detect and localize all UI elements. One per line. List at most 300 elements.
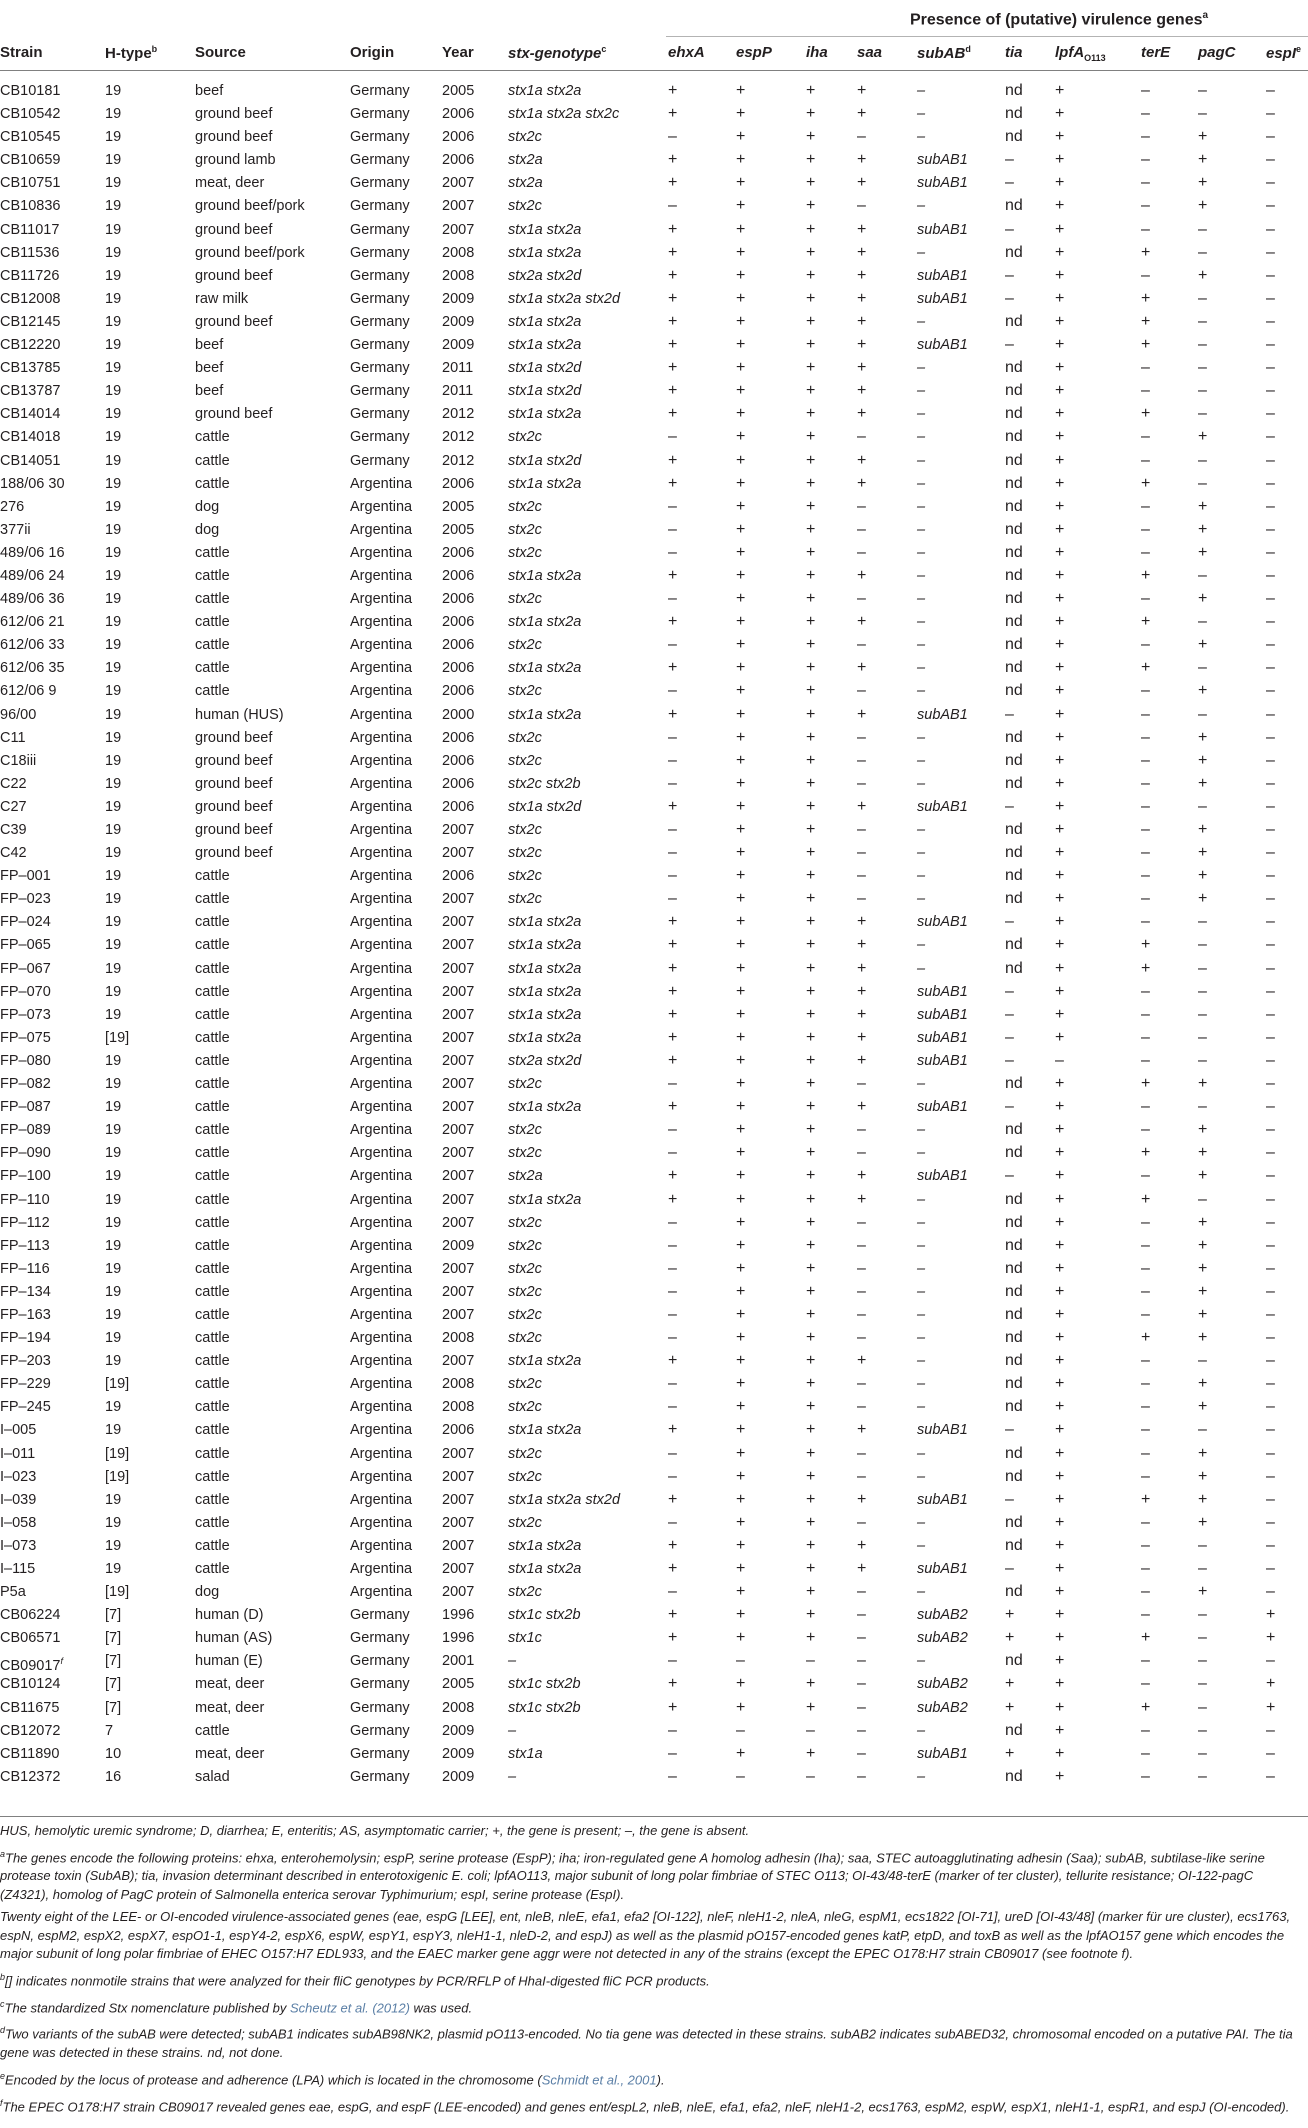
cell-tia: + xyxy=(1005,1629,1015,1647)
table-row xyxy=(0,1260,1308,1283)
cell-ehxa: + xyxy=(668,959,678,977)
cell-saa: – xyxy=(857,890,866,908)
cell-source: cattle xyxy=(195,1422,230,1439)
table-row xyxy=(0,1537,1308,1560)
cell-saa: – xyxy=(857,1236,866,1254)
cell-origin: Argentina xyxy=(350,960,413,977)
cell-pagc: – xyxy=(1198,1560,1207,1577)
cell-pagc: + xyxy=(1198,174,1208,192)
cell-htype: 19 xyxy=(105,1214,122,1231)
cell-pagc: + xyxy=(1198,1375,1208,1393)
cell-source: cattle xyxy=(195,591,230,608)
cell-subab: – xyxy=(917,868,926,885)
cell-ehxa: + xyxy=(668,1490,678,1508)
cell-iha: + xyxy=(806,1421,816,1439)
cell-source: cattle xyxy=(195,1283,230,1300)
cell-origin: Argentina xyxy=(350,683,413,700)
cell-tia: nd xyxy=(1005,751,1023,769)
cell-espp: + xyxy=(736,336,746,354)
cell-stx-genotype: stx1a stx2a stx2d xyxy=(508,290,621,307)
cell-lpfa: + xyxy=(1055,1490,1065,1508)
cell-origin: Argentina xyxy=(350,1376,413,1393)
cell-strain: I–023 xyxy=(0,1468,37,1485)
cell-stx-genotype: stx1a stx2d xyxy=(508,383,582,400)
cell-iha: + xyxy=(806,336,816,354)
cell-strain: FP–087 xyxy=(0,1099,51,1116)
cell-origin: Argentina xyxy=(350,1330,413,1347)
cell-htype: [19] xyxy=(105,1029,130,1046)
cell-lpfa: + xyxy=(1055,982,1065,1000)
cell-source: cattle xyxy=(195,475,230,492)
cell-origin: Argentina xyxy=(350,752,413,769)
cell-origin: Argentina xyxy=(350,706,413,723)
reference-link-schmidt[interactable]: Schmidt et al., 2001 xyxy=(541,2072,657,2088)
cell-espi: – xyxy=(1266,659,1275,677)
cell-stx-genotype: stx2c xyxy=(508,129,542,146)
cell-origin: Argentina xyxy=(350,521,413,538)
cell-stx-genotype: stx2c xyxy=(508,683,542,700)
cell-pagc: – xyxy=(1198,220,1207,238)
cell-iha: + xyxy=(806,1282,816,1300)
cell-tere: – xyxy=(1141,844,1150,862)
cell-ehxa: + xyxy=(668,243,678,261)
cell-tia: nd xyxy=(1005,1121,1023,1139)
cell-htype: 19 xyxy=(105,406,122,423)
cell-stx-genotype: stx2c xyxy=(508,1399,542,1416)
cell-saa: + xyxy=(857,797,867,815)
cell-iha: + xyxy=(806,636,816,654)
table-row xyxy=(0,567,1308,590)
cell-saa: – xyxy=(857,1583,866,1601)
cell-iha: + xyxy=(806,289,816,307)
cell-subab: – xyxy=(917,129,926,146)
cell-stx-genotype: stx1a stx2a xyxy=(508,660,582,677)
cell-htype: [19] xyxy=(105,1468,130,1485)
cell-source: cattle xyxy=(195,891,230,908)
cell-tere: – xyxy=(1141,1305,1150,1323)
cell-saa: – xyxy=(857,497,866,515)
cell-saa: – xyxy=(857,1075,866,1093)
cell-strain: CB13787 xyxy=(0,383,61,400)
cell-tia: – xyxy=(1005,1098,1014,1116)
cell-subab: subAB1 xyxy=(917,706,968,723)
cell-pagc: + xyxy=(1198,1213,1208,1231)
cell-espi: – xyxy=(1266,1213,1275,1231)
cell-lpfa: + xyxy=(1055,128,1065,146)
cell-strain: FP–067 xyxy=(0,960,51,977)
cell-origin: Germany xyxy=(350,383,410,400)
footnote-c: $^c$The standardized Stx nomenclature published by Scheutz et al. (2012) was used. xyxy=(0,1998,473,2015)
cell-espp: + xyxy=(736,1305,746,1323)
cell-tere: – xyxy=(1141,1652,1150,1670)
cell-pagc: – xyxy=(1198,1028,1207,1046)
cell-iha: + xyxy=(806,1513,816,1531)
cell-subab: – xyxy=(917,498,926,515)
cell-strain: I–073 xyxy=(0,1537,37,1554)
cell-pagc: – xyxy=(1198,936,1207,954)
cell-iha: + xyxy=(806,728,816,746)
cell-source: cattle xyxy=(195,1006,230,1023)
table-row xyxy=(0,428,1308,451)
header-rule xyxy=(0,70,1308,71)
cell-subab: – xyxy=(917,637,926,654)
cell-strain: CB13785 xyxy=(0,360,61,377)
cell-strain: 276 xyxy=(0,498,25,515)
cell-stx-genotype: stx2c xyxy=(508,591,542,608)
cell-espi: – xyxy=(1266,428,1275,446)
cell-stx-genotype: stx2c xyxy=(508,1330,542,1347)
cell-saa: + xyxy=(857,312,867,330)
cell-iha: + xyxy=(806,1606,816,1624)
cell-lpfa: + xyxy=(1055,1098,1065,1116)
cell-lpfa: + xyxy=(1055,1767,1065,1785)
table-row xyxy=(0,290,1308,313)
cell-tere: + xyxy=(1141,959,1151,977)
cell-htype: 19 xyxy=(105,1561,122,1577)
cell-htype: 19 xyxy=(105,1353,122,1370)
table-row xyxy=(0,475,1308,498)
cell-espi: – xyxy=(1266,1744,1275,1762)
cell-saa: – xyxy=(857,682,866,700)
cell-source: ground beef xyxy=(195,752,273,769)
cell-year: 2008 xyxy=(442,267,475,284)
cell-iha: + xyxy=(806,936,816,954)
cell-tia: + xyxy=(1005,1675,1015,1693)
cell-subab: subAB1 xyxy=(917,1006,968,1023)
table-row xyxy=(0,1560,1308,1583)
cell-strain: CB11536 xyxy=(0,244,60,261)
cell-origin: Germany xyxy=(350,152,410,169)
cell-strain: CB10181 xyxy=(0,83,61,99)
cell-lpfa: + xyxy=(1055,1652,1065,1670)
cell-espi: – xyxy=(1266,959,1275,977)
cell-stx-genotype: stx2c xyxy=(508,1584,542,1601)
cell-saa: – xyxy=(857,1444,866,1462)
cell-tia: nd xyxy=(1005,382,1023,400)
cell-espi: – xyxy=(1266,289,1275,307)
cell-source: beef xyxy=(195,383,224,400)
cell-saa: – xyxy=(857,774,866,792)
cell-origin: Germany xyxy=(350,1607,410,1624)
cell-tere: – xyxy=(1141,543,1150,561)
cell-pagc: – xyxy=(1198,1767,1207,1785)
cell-espi: – xyxy=(1266,774,1275,792)
cell-tia: nd xyxy=(1005,1375,1023,1393)
cell-stx-genotype: stx2c xyxy=(508,544,542,561)
cell-origin: Germany xyxy=(350,1745,410,1762)
cell-htype: 19 xyxy=(105,475,122,492)
cell-stx-genotype: stx2c xyxy=(508,429,542,446)
cell-saa: + xyxy=(857,1490,867,1508)
cell-source: meat, deer xyxy=(195,1676,265,1693)
cell-iha: + xyxy=(806,1629,816,1647)
cell-strain: CB12220 xyxy=(0,337,61,354)
cell-origin: Argentina xyxy=(350,1191,413,1208)
cell-lpfa: + xyxy=(1055,1167,1065,1185)
cell-lpfa: + xyxy=(1055,751,1065,769)
table-row xyxy=(0,1075,1308,1098)
cell-htype: 19 xyxy=(105,106,122,123)
cell-espi: – xyxy=(1266,705,1275,723)
cell-lpfa: + xyxy=(1055,220,1065,238)
cell-strain: 96/00 xyxy=(0,706,37,723)
cell-htype: 19 xyxy=(105,1514,122,1531)
cell-source: cattle xyxy=(195,1237,230,1254)
cell-subab: – xyxy=(917,960,926,977)
cell-ehxa: + xyxy=(668,1560,678,1577)
footnote-e: $^e$Encoded by the locus of protease and adherence (LPA) which is located in the chromosome (Schmidt et al., 2001). xyxy=(0,2070,665,2088)
cell-pagc: – xyxy=(1198,289,1207,307)
cell-origin: Argentina xyxy=(350,1006,413,1023)
cell-origin: Argentina xyxy=(350,1145,413,1162)
table-row xyxy=(0,960,1308,983)
col-header-subab: subAB$^d$ xyxy=(917,44,971,62)
table-row xyxy=(0,1237,1308,1260)
cell-ehxa: + xyxy=(668,82,678,99)
cell-ehxa: + xyxy=(668,474,678,492)
cell-iha: + xyxy=(806,451,816,469)
cell-htype: 19 xyxy=(105,1306,122,1323)
cell-stx-genotype: stx2c xyxy=(508,1376,542,1393)
cell-source: cattle xyxy=(195,1491,230,1508)
cell-stx-genotype: stx1a stx2a stx2d xyxy=(508,1491,621,1508)
col-header-tia: tia xyxy=(1005,44,1023,61)
cell-lpfa: + xyxy=(1055,1028,1065,1046)
cell-origin: Germany xyxy=(350,1699,410,1716)
cell-origin: Germany xyxy=(350,1722,410,1739)
cell-lpfa: + xyxy=(1055,105,1065,123)
cell-stx-genotype: stx1a stx2a xyxy=(508,1422,582,1439)
cell-source: dog xyxy=(195,498,220,515)
cell-ehxa: – xyxy=(668,1744,677,1762)
col-header-htype: H-type$^b$ xyxy=(105,44,158,62)
col-header-strain: Strain xyxy=(0,44,43,61)
cell-espp: + xyxy=(736,821,746,838)
cell-subab: subAB1 xyxy=(917,175,968,192)
cell-espp: + xyxy=(736,1005,746,1023)
cell-year: 2000 xyxy=(442,706,475,723)
table-row xyxy=(0,452,1308,475)
cell-strain: 489/06 24 xyxy=(0,567,65,584)
reference-link-scheutz[interactable]: Scheutz et al. (2012) xyxy=(289,1999,410,2015)
cell-tere: + xyxy=(1141,289,1151,307)
cell-htype: [7] xyxy=(105,1699,122,1716)
cell-ehxa: – xyxy=(668,1721,677,1739)
cell-tere: – xyxy=(1141,1375,1150,1393)
cell-saa: + xyxy=(857,659,867,677)
table-row xyxy=(0,1029,1308,1052)
table-row xyxy=(0,1144,1308,1167)
cell-espi: – xyxy=(1266,797,1275,815)
cell-pagc: – xyxy=(1198,705,1207,723)
cell-pagc: + xyxy=(1198,1075,1208,1093)
cell-htype: 19 xyxy=(105,83,122,99)
cell-htype: 19 xyxy=(105,1168,122,1185)
cell-tia: nd xyxy=(1005,566,1023,584)
cell-iha: + xyxy=(806,497,816,515)
cell-year: 2007 xyxy=(442,822,475,838)
footnote-f: $^f$The EPEC O178:H7 strain CB09017 revealed genes eae, espG, and espF (LEE-encoded) and genes ent/espL2, nleB, nleE, efa1, efa2, nleF, nleH1-2, ecs1763, espM2, espW, espX1, nleH1-1, espR1, and espJ (OI-encoded). xyxy=(0,2097,1290,2114)
cell-espi: – xyxy=(1266,1121,1275,1139)
cell-subab: – xyxy=(917,106,926,123)
cell-ehxa: + xyxy=(668,1352,678,1370)
cell-strain: FP–113 xyxy=(0,1237,50,1254)
cell-tia: nd xyxy=(1005,1767,1023,1785)
cell-ehxa: + xyxy=(668,1675,678,1693)
cell-pagc: + xyxy=(1198,1282,1208,1300)
cell-strain: C27 xyxy=(0,798,27,815)
cell-ehxa: + xyxy=(668,405,678,423)
cell-ehxa: – xyxy=(668,1444,677,1462)
cell-origin: Germany xyxy=(350,83,410,99)
cell-tere: – xyxy=(1141,1467,1150,1485)
table-row xyxy=(0,867,1308,890)
cell-saa: – xyxy=(857,1744,866,1762)
cell-tere: + xyxy=(1141,1698,1151,1716)
cell-saa: – xyxy=(857,867,866,885)
cell-origin: Germany xyxy=(350,175,410,192)
cell-lpfa: + xyxy=(1055,1190,1065,1208)
cell-tere: – xyxy=(1141,266,1150,284)
cell-htype: [7] xyxy=(105,1676,122,1693)
cell-strain: C39 xyxy=(0,822,27,838)
cell-year: 2007 xyxy=(442,1260,475,1277)
cell-source: human (E) xyxy=(195,1653,263,1670)
table-row xyxy=(0,498,1308,521)
cell-tere: – xyxy=(1141,497,1150,515)
cell-origin: Argentina xyxy=(350,891,413,908)
cell-subab: subAB1 xyxy=(917,337,968,354)
cell-htype: 19 xyxy=(105,129,122,146)
cell-espp: + xyxy=(736,1236,746,1254)
cell-pagc: + xyxy=(1198,1513,1208,1531)
cell-ehxa: – xyxy=(668,1398,677,1416)
cell-saa: – xyxy=(857,1329,866,1347)
cell-iha: + xyxy=(806,197,816,215)
cell-pagc: – xyxy=(1198,913,1207,931)
cell-tere: – xyxy=(1141,867,1150,885)
cell-subab: – xyxy=(917,775,926,792)
cell-iha: + xyxy=(806,774,816,792)
cell-saa: + xyxy=(857,982,867,1000)
table-row xyxy=(0,521,1308,544)
cell-stx-genotype: stx1a stx2a xyxy=(508,1191,582,1208)
cell-subab: – xyxy=(917,1145,926,1162)
cell-htype: 19 xyxy=(105,1076,122,1093)
cell-saa: + xyxy=(857,174,867,192)
cell-saa: + xyxy=(857,913,867,931)
cell-espp: + xyxy=(736,82,746,99)
cell-tia: nd xyxy=(1005,1467,1023,1485)
cell-htype: 19 xyxy=(105,1099,122,1116)
cell-espi: – xyxy=(1266,312,1275,330)
cell-stx-genotype: stx1a stx2a xyxy=(508,406,582,423)
table-row xyxy=(0,1352,1308,1375)
cell-stx-genotype: stx1a stx2d xyxy=(508,452,582,469)
cell-ehxa: + xyxy=(668,1167,678,1185)
cell-saa: + xyxy=(857,1167,867,1185)
cell-year: 2009 xyxy=(442,1768,475,1785)
cell-lpfa: + xyxy=(1055,289,1065,307)
cell-tia: nd xyxy=(1005,1513,1023,1531)
cell-ehxa: + xyxy=(668,1098,678,1116)
cell-origin: Germany xyxy=(350,452,410,469)
cell-source: ground beef xyxy=(195,798,273,815)
cell-espi: – xyxy=(1266,590,1275,608)
cell-source: cattle xyxy=(195,1145,230,1162)
cell-espp: + xyxy=(736,151,746,169)
cell-strain: CB11675 xyxy=(0,1699,60,1716)
cell-origin: Germany xyxy=(350,337,410,354)
cell-subab: – xyxy=(917,683,926,700)
cell-iha: + xyxy=(806,1352,816,1370)
table-row xyxy=(0,1445,1308,1468)
cell-espi: – xyxy=(1266,1144,1275,1162)
cell-tia: nd xyxy=(1005,128,1023,146)
cell-espi: – xyxy=(1266,1444,1275,1462)
cell-origin: Argentina xyxy=(350,798,413,815)
cell-iha: – xyxy=(806,1767,815,1785)
cell-lpfa: + xyxy=(1055,1213,1065,1231)
cell-ehxa: + xyxy=(668,359,678,377)
cell-year: 2011 xyxy=(442,360,474,377)
cell-tia: nd xyxy=(1005,474,1023,492)
cell-espp: + xyxy=(736,520,746,538)
cell-year: 2007 xyxy=(442,1099,475,1116)
cell-iha: – xyxy=(806,1721,815,1739)
cell-iha: + xyxy=(806,359,816,377)
cell-stx-genotype: – xyxy=(508,1653,517,1670)
cell-tere: – xyxy=(1141,82,1150,99)
cell-year: 2007 xyxy=(442,1006,475,1023)
cell-espi: – xyxy=(1266,1467,1275,1485)
cell-tia: + xyxy=(1005,1744,1015,1762)
table-row xyxy=(0,1121,1308,1144)
cell-iha: + xyxy=(806,1190,816,1208)
cell-tere: + xyxy=(1141,566,1151,584)
cell-strain: 612/06 9 xyxy=(0,683,57,700)
cell-lpfa: + xyxy=(1055,1675,1065,1693)
cell-year: 2007 xyxy=(442,1306,475,1323)
cell-year: 2005 xyxy=(442,521,475,538)
cell-espi: – xyxy=(1266,336,1275,354)
cell-saa: + xyxy=(857,613,867,631)
cell-year: 2009 xyxy=(442,290,475,307)
cell-strain: I–011 xyxy=(0,1445,36,1462)
cell-htype: [19] xyxy=(105,1584,130,1601)
cell-htype: 19 xyxy=(105,267,122,284)
cell-tere: – xyxy=(1141,1421,1150,1439)
cell-year: 2006 xyxy=(442,544,475,561)
cell-subab: – xyxy=(917,360,926,377)
cell-tia: nd xyxy=(1005,890,1023,908)
table-row xyxy=(0,1583,1308,1606)
cell-tere: – xyxy=(1141,1213,1150,1231)
cell-strain: FP–245 xyxy=(0,1399,51,1416)
cell-espi: – xyxy=(1266,936,1275,954)
cell-tere: – xyxy=(1141,1028,1150,1046)
cell-strain: FP–116 xyxy=(0,1260,50,1277)
cell-lpfa: + xyxy=(1055,959,1065,977)
cell-strain: FP–070 xyxy=(0,983,51,1000)
cell-saa: – xyxy=(857,1144,866,1162)
cell-source: cattle xyxy=(195,1191,230,1208)
cell-tia: – xyxy=(1005,797,1014,815)
cell-source: cattle xyxy=(195,1099,230,1116)
cell-iha: + xyxy=(806,428,816,446)
cell-source: ground beef xyxy=(195,313,273,330)
cell-htype: 19 xyxy=(105,1122,122,1139)
